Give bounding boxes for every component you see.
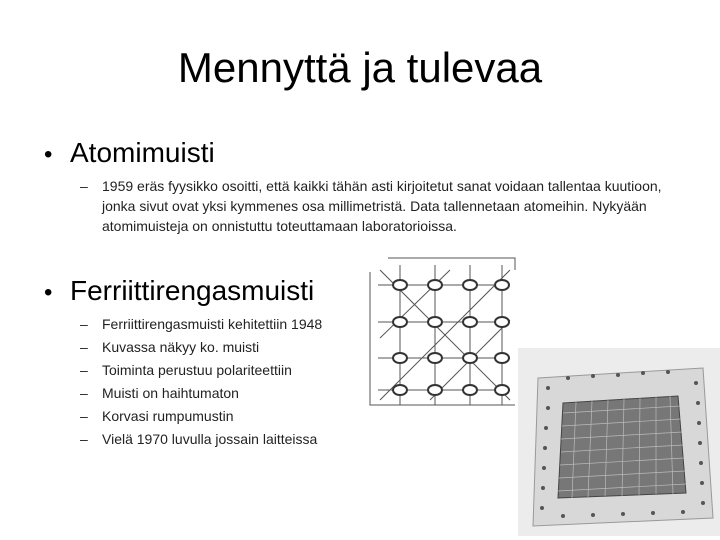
slide-title: Mennyttä ja tulevaa [177,44,543,91]
list-item-text: Kuvassa näkyy ko. muisti [102,339,260,355]
bullet-ferriitti [44,274,314,310]
list-item-text: Muisti on haihtumaton [102,385,239,401]
dash: – [80,316,88,332]
list-item-text: Toiminta perustuu polariteettiin [102,362,292,378]
ferriitti-list [80,313,322,451]
bullet-dot: • [44,141,53,168]
list-item [80,382,322,405]
list-item-text: Korvasi rumpumustin [102,408,234,424]
dash: – [80,431,88,447]
dash: – [80,385,88,401]
list-item [80,313,322,336]
core-memory-photo [518,348,720,536]
dash: – [80,339,88,355]
dash: – [80,178,88,194]
bullet-atomimuisti [44,136,215,172]
list-item-text: Ferriittirengasmuisti kehitettiin 1948 [102,316,323,332]
list-item [80,428,322,451]
dash: – [80,408,88,424]
dash: – [80,362,88,378]
list-item-text: Vielä 1970 luvulla jossain laitteissa [102,431,318,447]
core-memory-diagram [360,250,520,415]
list-item [80,359,322,382]
bullet-heading-atomimuisti: Atomimuisti [70,137,215,168]
list-item [80,336,322,359]
list-item [80,405,322,428]
bullet-heading-ferriitti: Ferriittirengasmuisti [70,275,315,306]
bullet-dot: • [44,279,53,306]
atomimuisti-description [80,176,687,236]
atomimuisti-text: 1959 eräs fyysikko osoitti, että kaikki tähän asti kirjoitetut sanat voidaan tallentaa kuutioon, jonka sivut ovat yksi kymmenes osa millimetristä. Data tallennetaan atomeihin. Nykyään atomimuisteja on onnistuttu toteuttamaan laboratorioissa. [102,178,662,234]
